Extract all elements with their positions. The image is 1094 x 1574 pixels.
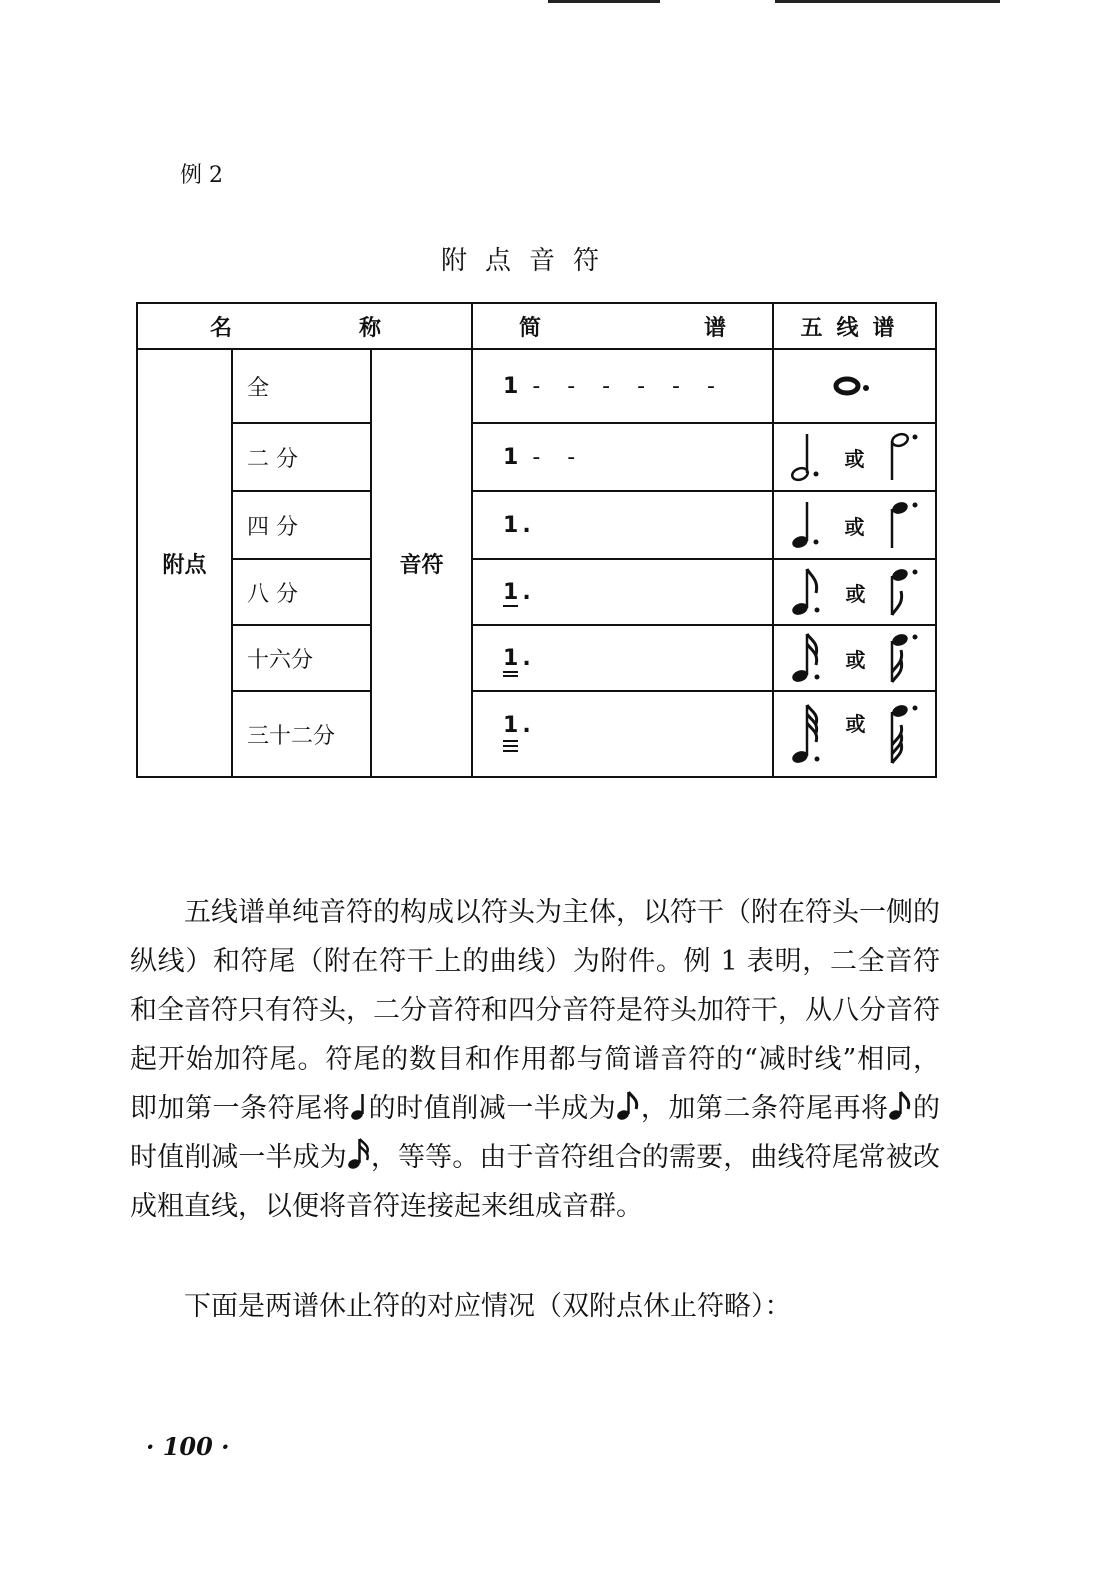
staff-cell — [773, 423, 936, 491]
jianpu-dashes: - - — [532, 444, 586, 470]
jianpu-cell — [472, 625, 773, 691]
example-label: 例 2 — [180, 163, 223, 188]
paragraph1-part5: ，等等。由于音符组合的需要，曲线符尾常被改成粗直线，以便将音符连接起来组成音群。 — [130, 1142, 940, 1222]
header-name — [137, 303, 472, 349]
note-name: 三十二分 — [232, 691, 371, 777]
header-name-right: 称 — [358, 315, 381, 341]
eighth-note-icon — [888, 1091, 912, 1121]
dotted-thirty-second-note-stem-down-icon — [886, 702, 920, 766]
or-label: 或 — [844, 514, 865, 539]
eighth-note-icon — [616, 1091, 640, 1121]
paragraph1-part3: ，加第二条符尾再将 — [640, 1093, 889, 1124]
sixteenth-note-icon — [347, 1138, 371, 1170]
jianpu-number: 1 — [503, 444, 519, 470]
paragraph1-part1: 五线谱单纯音符的构成以符头为主体，以符干（附在符头一侧的纵线）和符尾（附在符干上的曲线）为附件。例 1 表明，二全音符和全音符只有符头，二分音符和四分音符是符头加符干，从八分音符起开始加符尾。符尾的数目和作用都与简谱音符的“减时线”相同，即加第一条符尾将 — [130, 897, 940, 1124]
or-label: 或 — [844, 446, 865, 471]
dotted-sixteenth-note-stem-down-icon — [886, 631, 920, 685]
or-label: 或 — [845, 647, 866, 672]
staff-cell — [773, 625, 936, 691]
note-name: 十六分 — [232, 625, 371, 691]
jianpu-dashes: - - - - - - — [532, 373, 725, 399]
dotted-half-note-stem-up-icon — [789, 431, 823, 483]
table-row — [137, 559, 936, 625]
header-name-left: 名 — [210, 315, 233, 341]
note-name: 四 分 — [232, 491, 371, 559]
jianpu-cell — [472, 423, 773, 491]
dotted-sixteenth-note-stem-up-icon — [789, 631, 825, 685]
quarter-note-icon — [350, 1093, 368, 1121]
dotted-quarter-note-stem-down-icon — [886, 499, 920, 551]
category-cell: 附点 — [137, 349, 232, 777]
dotted-eighth-note-stem-down-icon — [886, 566, 920, 618]
or-label: 或 — [845, 581, 866, 606]
note-name: 二 分 — [232, 423, 371, 491]
top-rule-left — [548, 0, 660, 3]
paragraph1-part2: 的时值削减一半成为 — [368, 1093, 617, 1124]
page-number: · 100 · — [146, 1432, 230, 1461]
body-paragraph-2: 下面是两谱休止符的对应情况（双附点休止符略）： — [184, 1291, 792, 1322]
table-row — [137, 423, 936, 491]
header-jianpu — [472, 303, 773, 349]
table-title: 附点音符 — [441, 246, 618, 276]
table-row — [137, 491, 936, 559]
dotted-whole-note-icon — [825, 371, 885, 401]
note-name: 全 — [232, 349, 371, 423]
dotted-eighth-note-stem-up-icon — [789, 566, 825, 618]
header-staff: 五线谱 — [773, 303, 936, 349]
jianpu-cell — [472, 491, 773, 559]
table-row — [137, 349, 936, 423]
table-header-row — [137, 303, 936, 349]
body-paragraph-1 — [130, 888, 940, 1231]
paragraph1-part4: 的时值削减一半成为 — [130, 1093, 941, 1173]
dotted-thirty-second-note-stem-up-icon — [789, 702, 825, 766]
jianpu-number: 1 — [503, 373, 519, 399]
jianpu-cell — [472, 349, 773, 423]
staff-cell — [773, 559, 936, 625]
jianpu-number: 1 — [503, 579, 519, 605]
jianpu-dot: . — [522, 512, 531, 538]
jianpu-dot: . — [522, 579, 531, 605]
table-row — [137, 691, 936, 777]
staff-cell — [773, 691, 936, 777]
jianpu-dot: . — [522, 645, 531, 671]
dotted-quarter-note-stem-up-icon — [789, 499, 823, 551]
header-jianpu-right: 谱 — [703, 315, 726, 341]
jianpu-cell — [472, 691, 773, 777]
jianpu-cell — [472, 559, 773, 625]
note-name: 八 分 — [232, 559, 371, 625]
dotted-notes-table — [136, 302, 937, 778]
jianpu-dot: . — [522, 713, 531, 738]
staff-cell — [773, 491, 936, 559]
top-rule-right — [775, 0, 1000, 3]
or-label: 或 — [845, 712, 866, 736]
dotted-half-note-stem-down-icon — [886, 431, 920, 483]
jianpu-number: 1 — [503, 512, 519, 538]
staff-cell — [773, 349, 936, 423]
jianpu-number: 1 — [503, 714, 518, 755]
type-cell: 音符 — [371, 349, 472, 777]
table-row — [137, 625, 936, 691]
header-jianpu-left: 简 — [519, 315, 542, 341]
jianpu-number: 1 — [503, 646, 518, 677]
